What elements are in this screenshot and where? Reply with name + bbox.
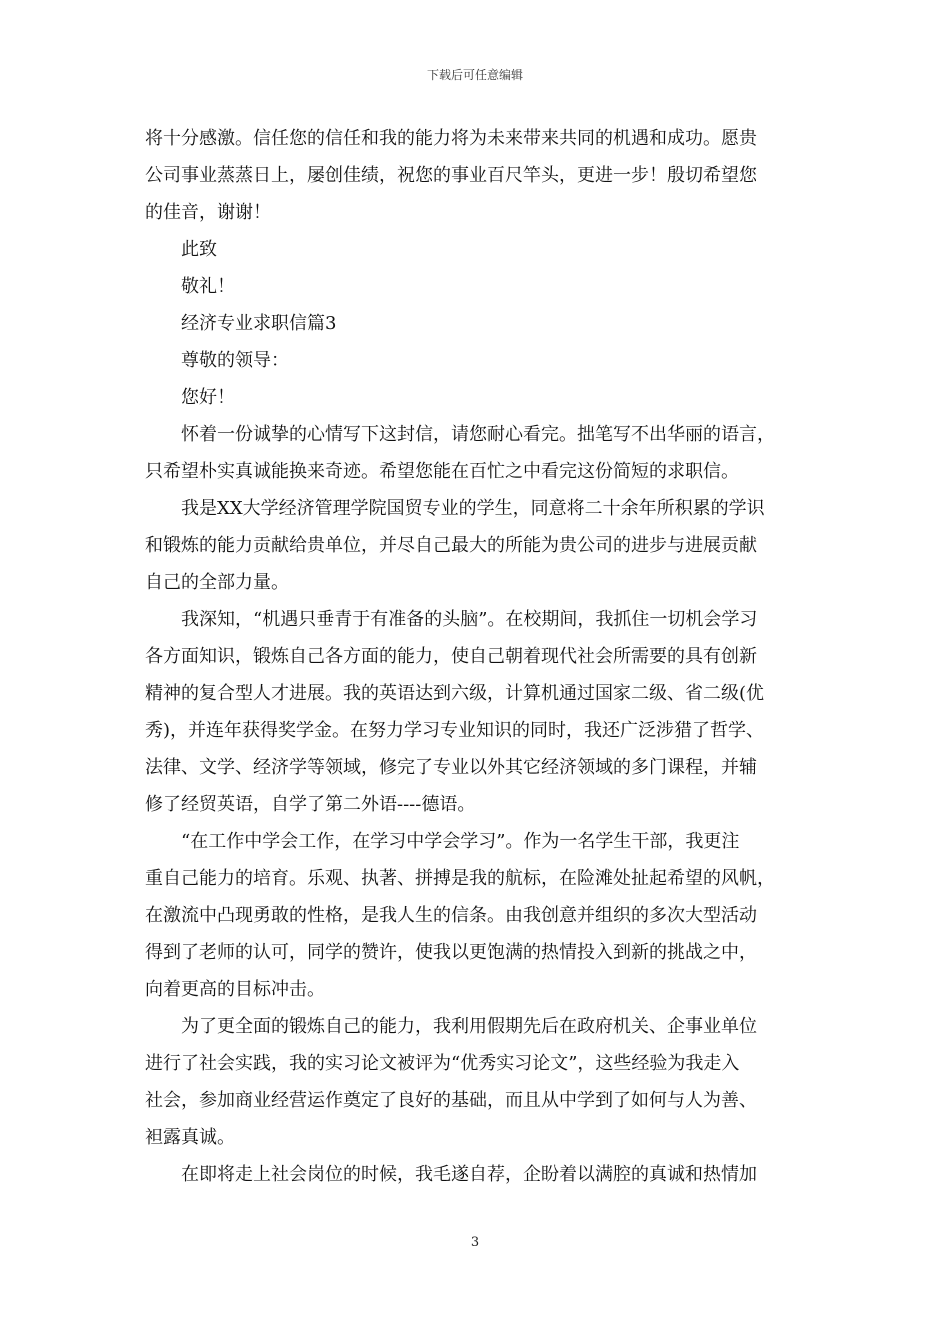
text-line: 社会，参加商业经营运作奠定了良好的基础，而且从中学到了如何与人为善、: [145, 1090, 757, 1111]
greeting: 尊敬的领导：: [181, 350, 289, 371]
document-body: [145, 120, 813, 1193]
text-line: 怀着一份诚挚的心情写下这封信，请您耐心看完。拙笔写不出华丽的语言，: [181, 424, 775, 445]
text-line: 袒露真诚。: [145, 1127, 235, 1148]
text-line: 我是XX大学经济管理学院国贸专业的学生，同意将二十余年所积累的学识: [181, 498, 765, 519]
text-line: 将十分感激。信任您的信任和我的能力将为未来带来共同的机遇和成功。愿贵: [145, 128, 757, 149]
text-line: 精神的复合型人才进展。我的英语达到六级，计算机通过国家二级、省二级(优: [145, 683, 765, 704]
text-line: 公司事业蒸蒸日上，屡创佳绩，祝您的事业百尺竿头，更进一步！殷切希望您: [145, 165, 757, 186]
greeting-hello: 您好！: [181, 387, 235, 408]
text-line: 在即将走上社会岗位的时候，我毛遂自荐，企盼着以满腔的真诚和热情加: [181, 1164, 757, 1185]
closing-regards: 敬礼！: [181, 276, 235, 297]
text-line: 进行了社会实践，我的实习论文被评为“优秀实习论文”，这些经验为我走入: [145, 1053, 740, 1074]
text-line: 各方面知识，锻炼自己各方面的能力，使自己朝着现代社会所需要的具有创新: [145, 646, 757, 667]
section-title: 经济专业求职信篇3: [181, 313, 337, 334]
text-line: 我深知，“机遇只垂青于有准备的头脑”。在校期间，我抓住一切机会学习: [181, 609, 758, 630]
text-line: 得到了老师的认可，同学的赞许，使我以更饱满的热情投入到新的挑战之中，: [145, 942, 757, 963]
text-line: 自己的全部力量。: [145, 572, 289, 593]
closing-salutation: 此致: [181, 239, 217, 260]
text-line: 为了更全面的锻炼自己的能力，我利用假期先后在政府机关、企事业单位: [181, 1016, 757, 1037]
text-line: 修了经贸英语，自学了第二外语----德语。: [145, 794, 476, 815]
text-line: “在工作中学会工作，在学习中学会学习”。作为一名学生干部，我更注: [181, 831, 740, 852]
text-line: 只希望朴实真诚能换来奇迹。希望您能在百忙之中看完这份简短的求职信。: [145, 461, 739, 482]
page-number: 3: [470, 1235, 480, 1250]
text-line: 法律、文学、经济学等领域，修完了专业以外其它经济领域的多门课程，并辅: [145, 757, 757, 778]
text-line: 的佳音，谢谢！: [145, 202, 271, 223]
page-header: 下载后可任意编辑: [426, 68, 523, 82]
text-line: 重自己能力的培育。乐观、执著、拼搏是我的航标，在险滩处扯起希望的风帆，: [145, 868, 775, 889]
text-line: 向着更高的目标冲击。: [145, 979, 325, 1000]
text-line: 秀)，并连年获得奖学金。在努力学习专业知识的同时，我还广泛涉猎了哲学、: [145, 720, 765, 741]
text-line: 和锻炼的能力贡献给贵单位，并尽自己最大的所能为贵公司的进步与进展贡献: [145, 535, 757, 556]
text-line: 在激流中凸现勇敢的性格，是我人生的信条。由我创意并组织的多次大型活动: [145, 905, 757, 926]
